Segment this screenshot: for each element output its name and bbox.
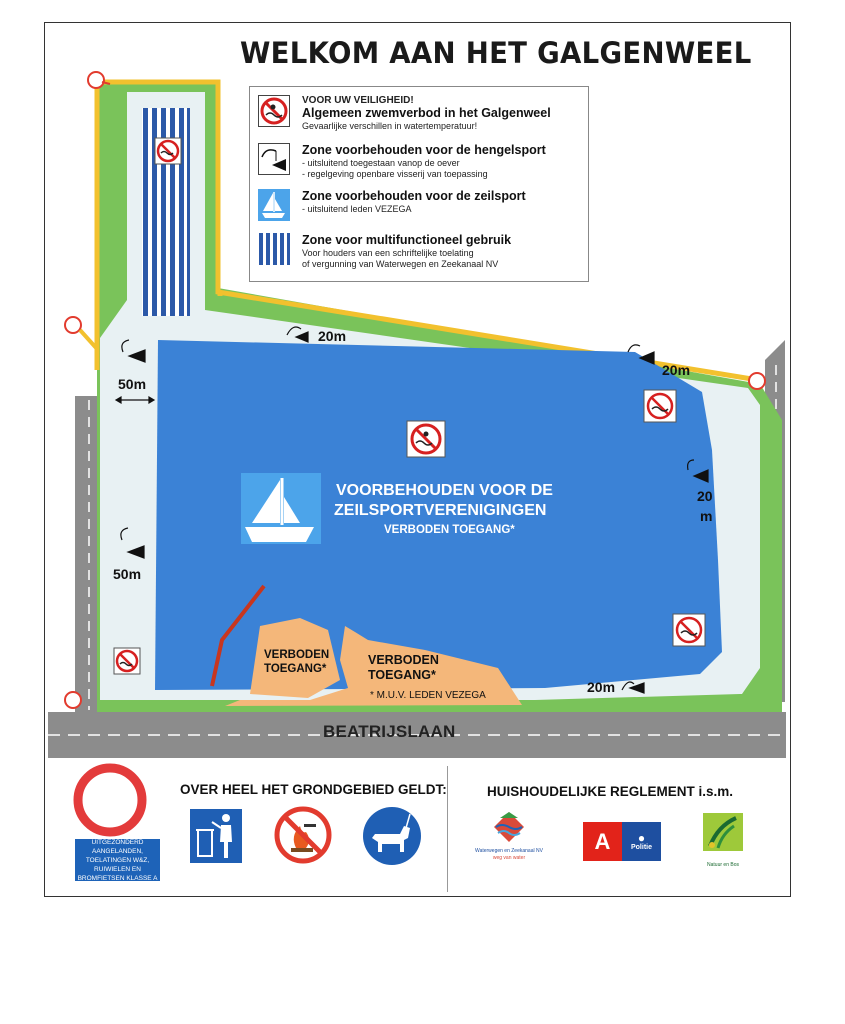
legend-line: of vergunning van Waterwegen en Zeekanaal NV (302, 259, 499, 269)
pole-marker (749, 373, 765, 389)
page-title: WELKOM AAN HET GALGENWEEL (240, 36, 752, 70)
regulation-title: HUISHOUDELIJKE REGLEMENT i.s.m. (487, 784, 734, 799)
legend-heading: Zone voorbehouden voor de zeilsport (302, 189, 526, 203)
police-logo-text: Politie (630, 844, 652, 851)
legend-line: Gevaarlijke verschillen in watertemperatuur! (302, 121, 478, 131)
water-label-line2: ZEILSPORTVERENIGINGEN (334, 502, 547, 519)
pole-marker (65, 692, 81, 708)
sailboat-sign (241, 473, 321, 544)
no-entry-exception: UITGEZONDERD AANGELANDEN, TOELATINGEN W&Z, RUIWIELEN EN BROMFIETSEN KLASSE A (75, 839, 160, 881)
no-fire-icon (277, 809, 329, 861)
legend-heading: Algemeen zwemverbod in het Galgenweel (302, 106, 551, 120)
sailboat-icon (258, 189, 290, 221)
no-swimming-sign-center (407, 421, 445, 457)
multifunctional-zone-icon (258, 233, 290, 265)
legend-line: - uitsluitend leden VEZEGA (302, 204, 412, 214)
ground-rules-title: OVER HEEL HET GRONDGEBIED GELDT: (180, 782, 447, 797)
no-swimming-sign-right-bottom (673, 614, 705, 646)
distance-label-bottom: 20m (587, 679, 616, 695)
pole-marker (65, 317, 81, 333)
waterwegen-logo-sub: weg van water (492, 855, 526, 861)
police-logo-mark (622, 822, 661, 861)
street-label: BEATRIJSLAAN (323, 722, 456, 741)
waterwegen-logo-text: Waterwegen en Zeekanaal NV (475, 848, 543, 854)
water-label-line1: VOORBEHOUDEN VOOR DE (336, 482, 553, 499)
distance-label-left-bottom: 50m (113, 566, 142, 582)
legend-line: Voor houders van een schriftelijke toelating (302, 248, 474, 258)
zone-right-line1: VERBODEN (368, 653, 439, 667)
water-label-line3: VERBODEN TOEGANG* (384, 524, 515, 536)
legend-line: - uitsluitend toegestaan vanop de oever (302, 158, 460, 168)
legend-heading: Zone voorbehouden voor de hengelsport (302, 143, 546, 157)
legend-box (249, 86, 589, 282)
fishing-icon (258, 143, 290, 175)
legend-heading: Zone voor multifunctioneel gebruik (302, 233, 512, 247)
police-logo (583, 822, 661, 861)
natuur-logo-text: Natuur en Bos (707, 862, 739, 868)
distance-label-top: 20m (318, 328, 347, 344)
footer-divider (447, 766, 448, 892)
dog-on-leash-icon (363, 807, 421, 865)
pole-marker (88, 72, 104, 88)
no-swimming-sign-map (155, 138, 181, 164)
no-swimming-sign-left-bottom (114, 648, 140, 674)
no-swimming-icon (258, 95, 290, 127)
zone-left-line1: VERBODEN (264, 649, 330, 661)
no-swimming-sign-right-top (644, 390, 676, 422)
legend-line: - regelgeving openbare visserij van toepassing (302, 169, 488, 179)
legend-heading-small: VOOR UW VEILIGHEID! (302, 95, 414, 106)
natuur-logo (703, 813, 743, 851)
distance-label-top-right: 20m (662, 362, 691, 378)
litter-bin-icon (190, 809, 242, 863)
distance-label-right: 20 (697, 488, 713, 504)
police-flame-icon: ● (637, 831, 646, 845)
distance-label-right-unit: m (700, 508, 713, 524)
distance-label-left-top: 50m (118, 376, 147, 392)
police-logo-letter: A (583, 822, 622, 861)
zone-left-line2: TOEGANG* (264, 663, 327, 675)
waterwegen-logo (494, 812, 524, 842)
zone-note: * M.U.V. LEDEN VEZEGA (370, 690, 486, 701)
zone-right-line2: TOEGANG* (368, 668, 436, 682)
no-entry-sign (78, 768, 142, 832)
